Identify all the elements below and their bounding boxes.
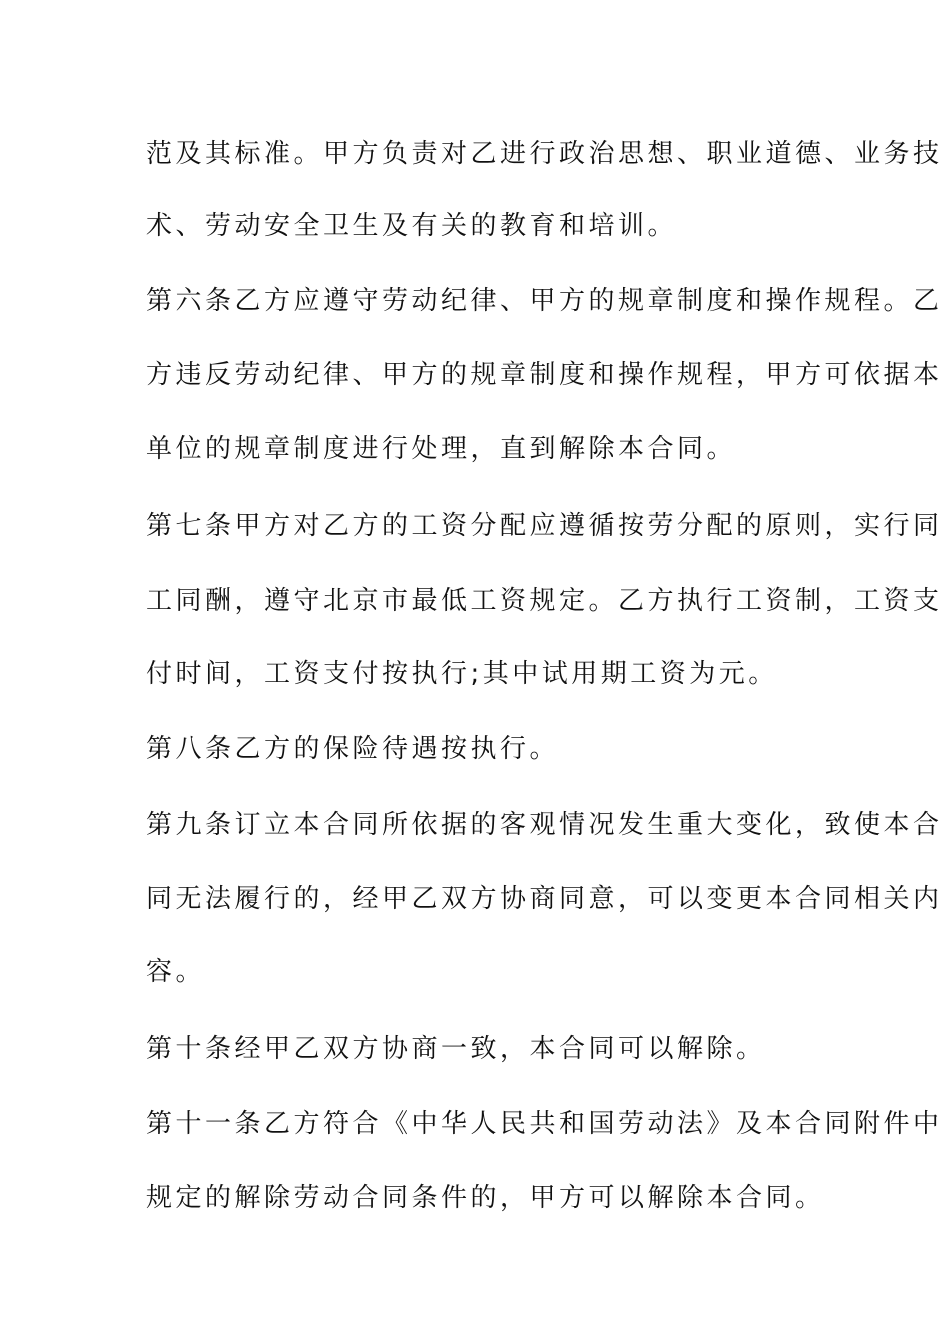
text-line: 付时间，工资支付按执行;其中试用期工资为元。 — [146, 659, 778, 689]
text-line: 第十条经甲乙双方协商一致，本合同可以解除。 — [146, 1034, 766, 1064]
text-line: 第六条乙方应遵守劳动纪律、甲方的规章制度和操作规程。乙 — [146, 286, 943, 316]
text-line: 第八条乙方的保险待遇按执行。 — [146, 734, 560, 764]
text-line: 规定的解除劳动合同条件的，甲方可以解除本合同。 — [146, 1183, 825, 1213]
text-line: 第九条订立本合同所依据的客观情况发生重大变化，致使本合 — [146, 810, 943, 840]
text-line: 范及其标准。甲方负责对乙进行政治思想、职业道德、业务技 — [146, 139, 943, 169]
text-line: 第七条甲方对乙方的工资分配应遵循按劳分配的原则，实行同 — [146, 511, 943, 541]
text-line: 第十一条乙方符合《中华人民共和国劳动法》及本合同附件中 — [146, 1109, 943, 1139]
text-line: 容。 — [146, 957, 206, 987]
text-line: 单位的规章制度进行处理，直到解除本合同。 — [146, 434, 737, 464]
text-line: 术、劳动安全卫生及有关的教育和培训。 — [146, 211, 678, 241]
text-line: 同无法履行的，经甲乙双方协商同意，可以变更本合同相关内 — [146, 884, 943, 914]
text-line: 方违反劳动纪律、甲方的规章制度和操作规程，甲方可依据本 — [146, 360, 943, 390]
text-line: 工同酬，遵守北京市最低工资规定。乙方执行工资制，工资支 — [146, 586, 943, 616]
